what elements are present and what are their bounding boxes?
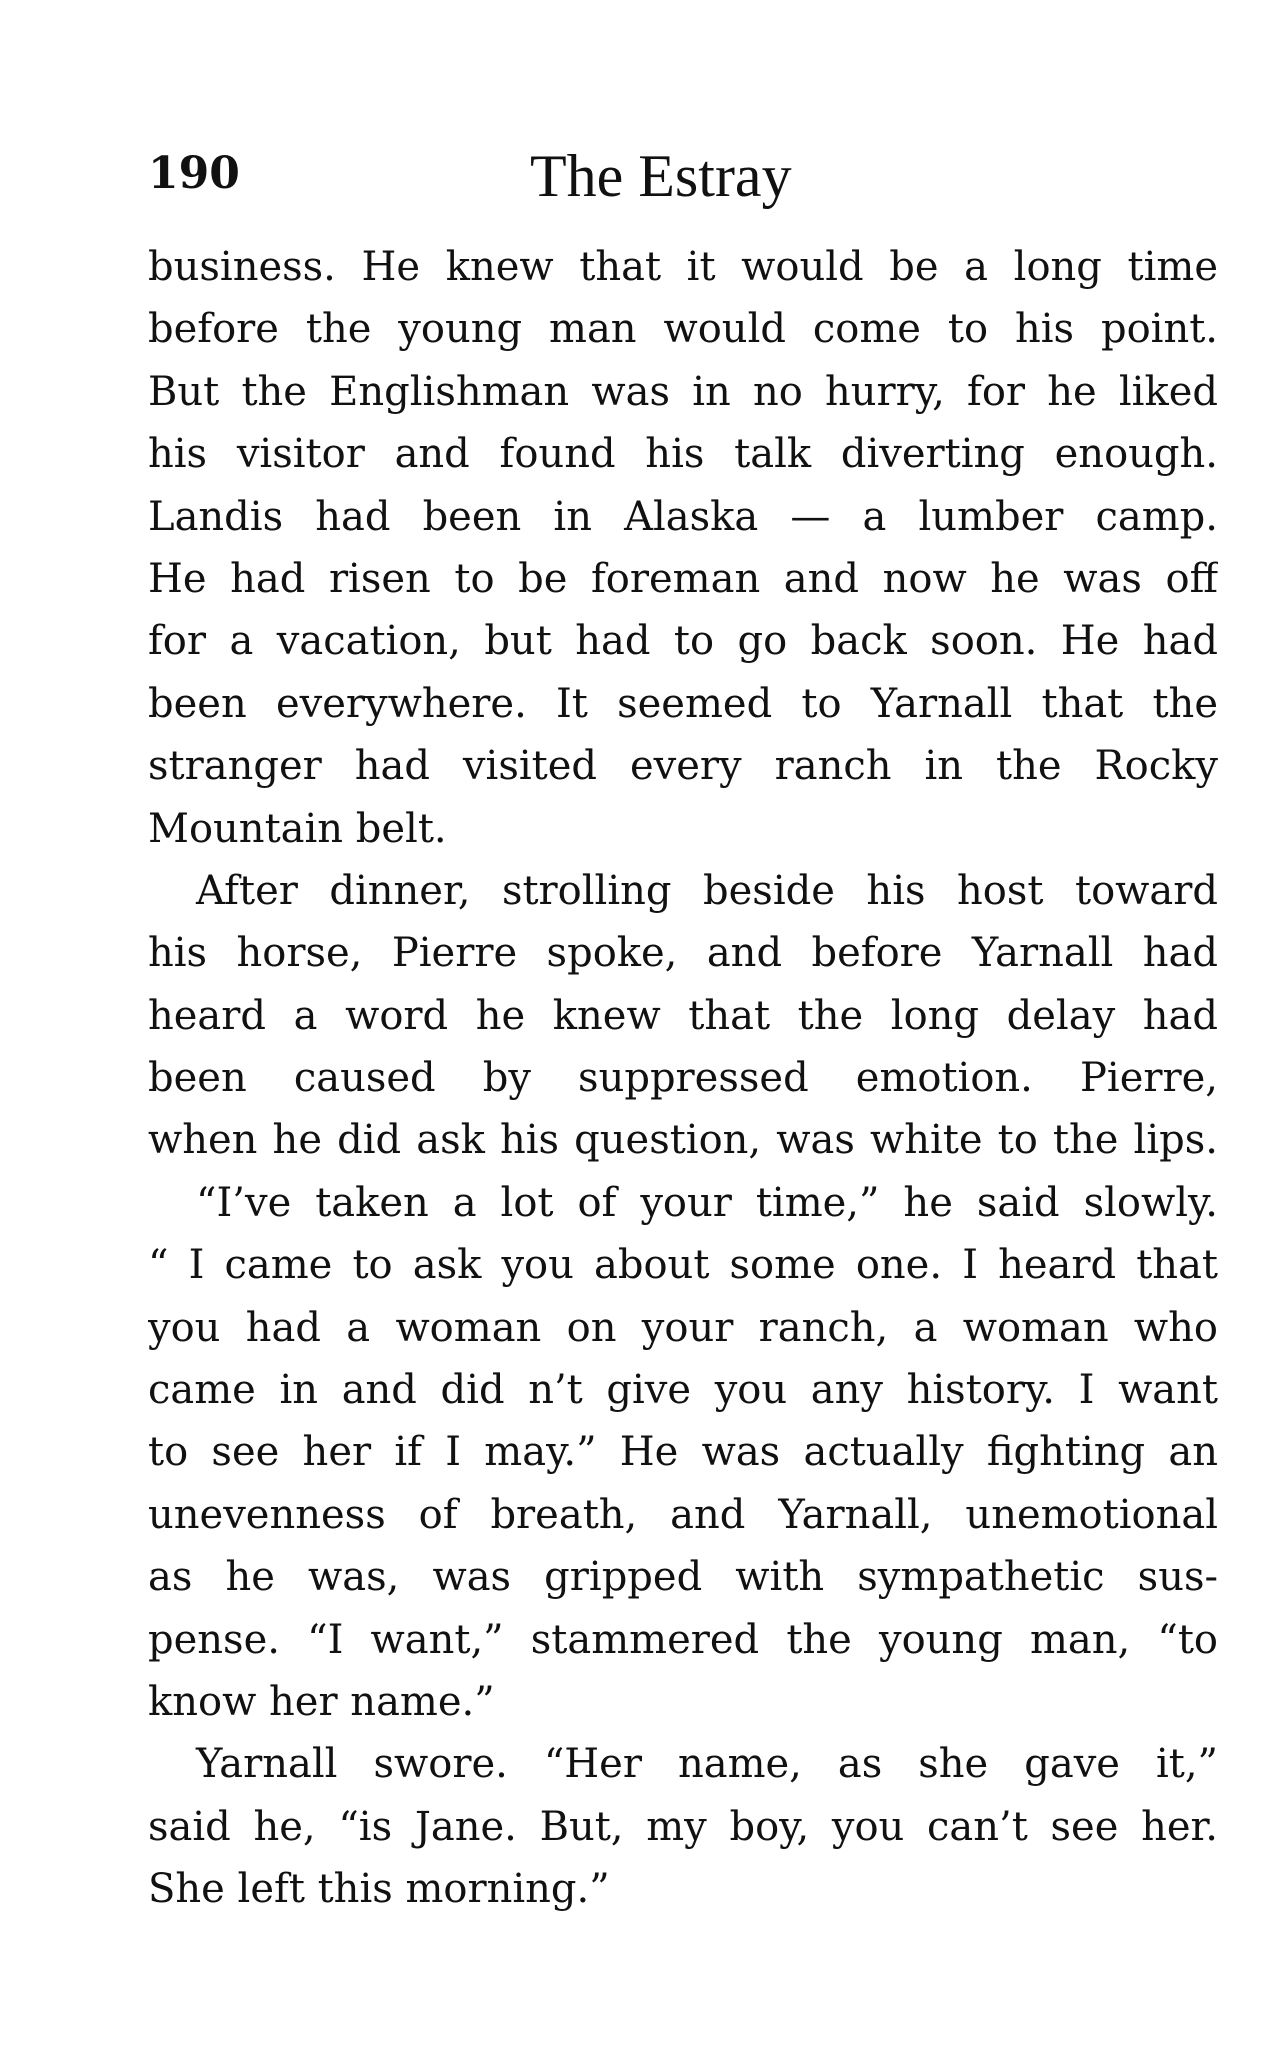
book-title: The Estray: [530, 143, 792, 209]
running-head: [148, 142, 1218, 222]
text-line: know her name.”: [148, 1678, 495, 1725]
text-line: “I’ve taken a lot of your time,” he said slowly.: [196, 1179, 1218, 1226]
text-line: “ I came to ask you about some one. I heard that: [148, 1242, 1218, 1289]
text-line: unevenness of breath, and Yarnall, unemotional: [148, 1491, 1218, 1538]
text-line: After dinner, strolling beside his host toward: [196, 867, 1218, 914]
text-line: as he was, was gripped with sympathetic sus-: [148, 1554, 1218, 1601]
text-line: Yarnall swore. “Her name, as she gave it,”: [196, 1741, 1218, 1788]
text-line: came in and did n’t give you any history. I want: [148, 1367, 1218, 1414]
page-number: 190: [148, 148, 240, 199]
text-line: for a vacation, but had to go back soon. He had: [148, 618, 1218, 665]
text-line: to see her if I may.” He was actually fighting an: [148, 1429, 1218, 1476]
text-line: She left this morning.”: [148, 1866, 610, 1913]
text-line: his visitor and found his talk diverting enough.: [148, 431, 1218, 478]
text-line: business. He knew that it would be a long time: [148, 244, 1218, 290]
text-line: pense. “I want,” stammered the young man, “to: [148, 1616, 1218, 1663]
text-line: He had risen to be foreman and now he was off: [148, 555, 1218, 602]
text-line: before the young man would come to his point.: [148, 306, 1218, 353]
text-line: been everywhere. It seemed to Yarnall that the: [148, 680, 1218, 727]
text-line: been caused by suppressed emotion. Pierre,: [148, 1055, 1218, 1102]
text-line: his horse, Pierre spoke, and before Yarnall had: [148, 930, 1218, 977]
text-line: But the Englishman was in no hurry, for he liked: [148, 368, 1218, 415]
text-line: stranger had visited every ranch in the Rocky: [148, 743, 1218, 790]
text-line: you had a woman on your ranch, a woman who: [148, 1304, 1218, 1351]
body-text: [148, 236, 1218, 1921]
text-line: Mountain belt.: [148, 805, 447, 852]
text-line: heard a word he knew that the long delay had: [148, 992, 1218, 1039]
text-line: Landis had been in Alaska — a lumber camp.: [148, 493, 1218, 540]
text-line: said he, “is Jane. But, my boy, you can’t see her.: [148, 1803, 1218, 1850]
text-line: when he did ask his question, was white to the lips.: [148, 1117, 1218, 1164]
